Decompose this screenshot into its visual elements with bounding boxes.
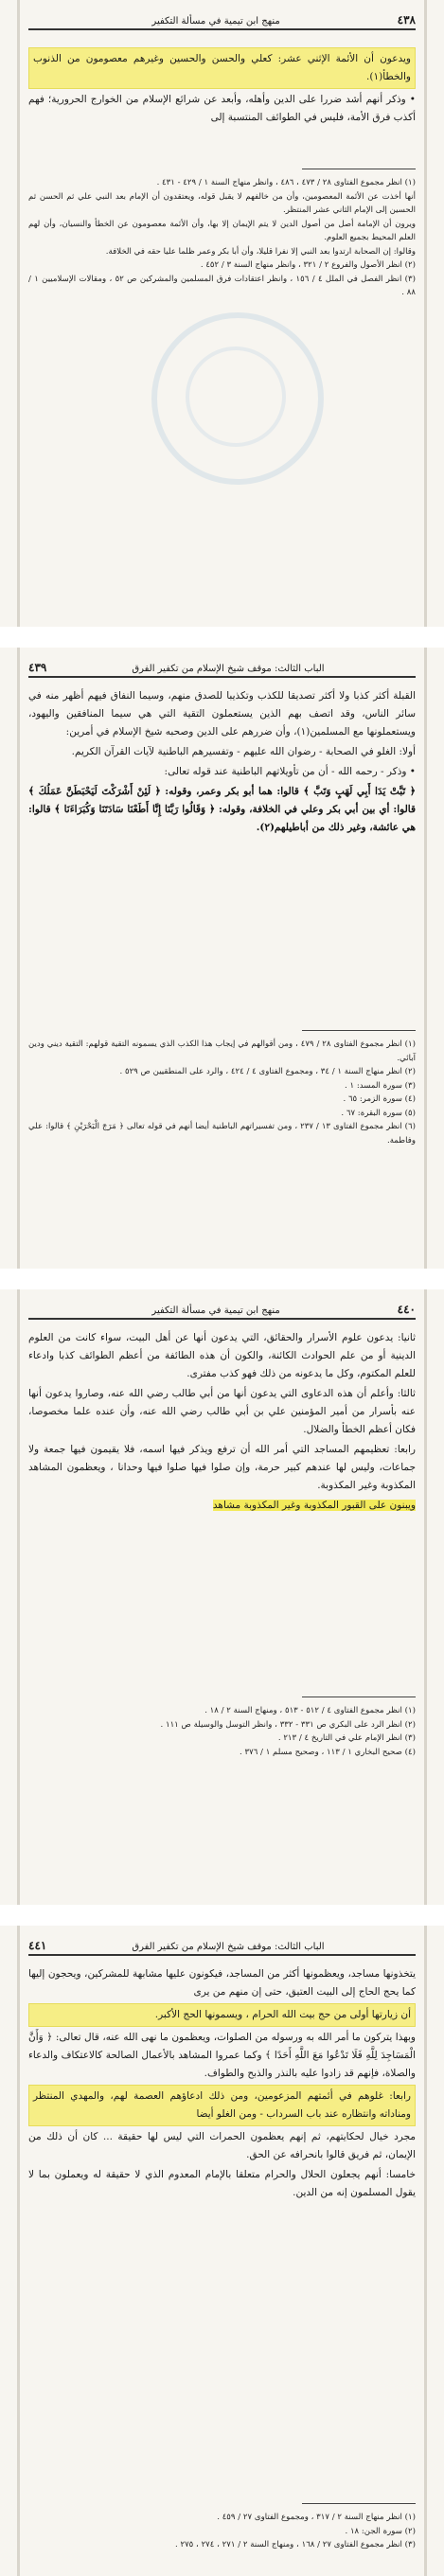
paragraph: القبلة أكثر كذبا ولا أكثر تصديقا للكذب وتكذيبا للصدق منهم، وسيما النفاق فيهم أظهر منه في سائر الناس، وقد اتصف بهم الذين يستعملون التقية التي هي سيما المنافقين واليهود، ويستعملونها مع المسلمين(١)، وأن ضررهم على الدين وصحبه شيخ الإسلام في أمرين:: [28, 690, 416, 737]
paragraph: يتخذونها مساجد، ويعظمونها أكثر من المساجد، فيكونون عليها مشابهة للمشركين، ويحجون إليها كما يحج الحاج إلى البيت العتيق، حتى إن منهم من يرى: [28, 1968, 416, 1998]
page-header: [28, 9, 416, 30]
running-title: الباب الثالث: موقف شيخ الإسلام من تكفير الفرق: [132, 664, 325, 674]
page-number: ٤٣٩: [28, 661, 47, 674]
main-text: [28, 47, 416, 129]
footnote: (٥) سورة البقرة: ٦٧ .: [341, 1108, 416, 1118]
footnotes: [28, 1704, 416, 1759]
running-title: منهج ابن تيمية في مسألة التكفير: [151, 16, 280, 27]
page-header: [28, 1299, 416, 1320]
page-header: [28, 657, 416, 678]
footnote: (٢) انظر الرد على البكري ص ٣٣١ - ٣٣٢ ، وانظر التوسل والوسيلة ص ١١١ .: [160, 1719, 416, 1730]
footnotes: [28, 2511, 416, 2552]
page-438: [0, 0, 444, 627]
footnotes: [28, 1038, 416, 1147]
footnote: (١) انظر مجموع الفتاوى ٤ / ٥١٢ - ٥١٣ ، ومنهاج السنة ٢ / ١٨ .: [204, 1706, 416, 1715]
paragraph: • وذكر - رحمه الله - أن من تأويلاتهم الباطنية عند قوله تعالى:: [164, 766, 416, 777]
highlighted-passage: ويدعون أن الأئمة الإثني عشر: كعلي والحسن والحسين وغيرهم معصومون من الذنوب والخطأ(١).: [28, 47, 416, 89]
paragraph: ثالثا: وأعلم أن هذه الدعاوى التي يدعون أنها من أبي طالب رضي الله عنه، وصاروا يدعون أنها عنه بأسرار من أمير المؤمنين علي بن أبي طالب رضي الله عنه، وأن عنده علما مخصوصا، فكان أعظم الخطأ والضلال.: [28, 1388, 416, 1435]
page-441: [0, 1926, 444, 2576]
footnote: (٢) انظر الأصول والفروع ٢ / ٣٢١ ، وانظر منهاج السنة ٣ / ٤٥٢ .: [200, 260, 416, 270]
page-header: [28, 1935, 416, 1956]
paragraph: ثانيا: يدعون علوم الأسرار والحقائق، التي يدعون أنها عن أهل البيت، سواء كانت من العلوم الدينية أو من علم الحوادث الكائنة، والكون أن هذه الطائفة من أعظم الطوائف كذبا وادعاء للعلم المكتوم، وكل ما يدعونه من ذلك فهو كذب مفترى.: [28, 1332, 416, 1379]
footnotes: [28, 176, 416, 300]
footnote: (٣) انظر مجموع الفتاوى ٢٧ / ١٦٨ ، ومنهاج السنة ٢ / ٢٧١ ، ٢٧٤ ، ٢٧٥ .: [174, 2540, 416, 2549]
main-text: [28, 687, 416, 839]
footnote: (١) انظر منهاج السنة ٢ / ٣١٧ ، ومجموع الفتاوى ٢٧ / ٤٥٩ .: [217, 2513, 416, 2522]
quran-verses: ﴿ تَبَّتْ يَدَا أَبِي لَهَبٍ وَتَبَّ ﴾ قالوا: هما أبو بكر وعمر، وقوله: ﴿ لَئِنْ أَشْرَكْتَ لَيَحْبَطَنَّ عَمَلُكَ ﴾ قالوا: أي بين أبي بكر وعلي في الخلافة، وقوله: ﴿ وَقَالُوا رَبَّنَا إِنَّا أَطَعْنَا سَادَتَنَا وَكُبَرَاءَنَا ﴾ قالوا: هي عائشة، وغير ذلك من أباطيلهم(٢).: [28, 786, 416, 833]
footnote: (٤) سورة الزمر: ٦٥ .: [343, 1094, 416, 1104]
paragraph: أولا: الغلو في الصحابة - رضوان الله عليهم - وتفسيرهم الباطنية لآيات القرآن الكريم.: [71, 746, 416, 757]
footnote: ويرون أن الإمامة أصل من أصول الدين لا يتم الإيمان إلا بها، وأن الأئمة معصومون عن الخطأ والنسيان، وأن لهم العلم المحيط بجميع العلوم.: [28, 219, 416, 242]
footnote-rule: [302, 2503, 416, 2504]
footnote: (٦) انظر مجموع الفتاوى ١٣ / ٢٣٧ ، ومن تفسيراتهم الباطنية أيضا أنهم في قوله تعالى ﴿ مَرَجَ الْبَحْرَيْنِ ﴾ قالوا: علي وفاطمة.: [28, 1122, 416, 1146]
running-title: الباب الثالث: موقف شيخ الإسلام من تكفير الفرق: [132, 1942, 325, 1952]
footnote: (٣) انظر الإمام علي في التاريخ ٤ / ٢١٣ .: [277, 1733, 416, 1743]
footnote: (٢) سورة الجن: ١٨ .: [345, 2526, 416, 2536]
page-number: ٤٤٠: [397, 1303, 416, 1316]
page-number: ٤٤١: [28, 1939, 47, 1952]
paragraph: وبهذا يتركون ما أمر الله به ورسوله من الصلوات، ويعظمون ما نهى الله عنه، قال تعالى: ﴿ وَأَنَّ الْمَسَاجِدَ لِلَّهِ فَلَا تَدْعُوا مَعَ اللَّهِ أَحَدًا ﴾ وكما عمروا المشاهد بالأعمال الصالحة كالاعتكاف والدعاء والصلاة، فإنهم قد زادوا عليه بالنذر والذبح والطواف.: [28, 2032, 416, 2079]
main-text: [28, 1965, 416, 2204]
footnote: (١) انظر مجموع الفتاوى ٢٨ / ٤٧٣ ، ٤٨٦ ، وانظر منهاج السنة ١ / ٤٢٩ - ٤٣١ .: [156, 178, 416, 187]
highlighted-passage: ويبنون على القبور المكذوبة وغير المكذوبة مشاهد: [212, 1500, 416, 1511]
page-439: [0, 648, 444, 1269]
footnote-rule: [302, 1030, 416, 1031]
footnote: (٣) سورة المسد: ١ .: [345, 1080, 416, 1091]
paragraph: مجرد خيال لحكايتهم، ثم إنهم يعظمون الحمرات التي ليس لها حقيقة ... كان أن ذلك من الإيمان، ثم فريق قالوا بانحرافه عن الحق.: [28, 2131, 416, 2160]
running-title: منهج ابن تيمية في مسألة التكفير: [151, 1306, 280, 1316]
footnote: أنها أخذت عن الأئمة المعصومين، وأن من خالفهم لا يقبل قوله، ويعتقدون أن الإمام بعد النبي علي ثم الحسن ثم الحسين إلى الإمام الثاني عشر المنتظر.: [28, 191, 416, 215]
page-440: [0, 1289, 444, 1905]
paragraph: • وذكر أنهم أشد ضررا على الدين وأهله، وأبعد عن شرائع الإسلام من الخوارج الحرورية؛ فهم أكذب فرق الأمة، فليس في الطوائف المنتسبة إلى: [28, 94, 416, 123]
highlighted-passage: رابعا: غلوهم في أئمتهم المزعومين، ومن ذلك ادعاؤهم العصمة لهم، والمهدي المنتظر ومناداته وانتظاره عند باب السرداب - ومن الغلو أيضا: [28, 2085, 416, 2126]
footnote: (٤) صحيح البخاري ١ / ١١٣ ، وصحيح مسلم ١ / ٣٧٦ .: [240, 1747, 416, 1757]
footnote: وقالوا: إن الصحابة ارتدوا بعد النبي إلا نفرا قليلا، وأن أبا بكر وعمر ظلما عليا حقه في الخلافة.: [105, 246, 416, 257]
footnote: (٢) انظر منهاج السنة ١ / ٣٤ ، ومجموع الفتاوى ٤ / ٤٢٤ ، والرد على المنطقيين ص ٥٢٩ .: [119, 1067, 416, 1076]
paragraph: خامسا: أنهم يجعلون الحلال والحرام متعلقا بالإمام المعدوم الذي لا حقيقة له ويعملون بما لا يقول المسلمون إنه من الدين.: [28, 2169, 416, 2198]
page-number: ٤٣٨: [397, 13, 416, 27]
footnote: (٣) انظر الفصل في الملل ٤ / ١٥٦ ، وانظر اعتقادات فرق المسلمين والمشركين ص ٥٢ ، ومقالات الإسلاميين ١ / ٨٨ .: [28, 274, 416, 297]
main-text: [28, 1329, 416, 1517]
footnote: (١) انظر مجموع الفتاوى ٢٨ / ٤٧٩ ، ومن أقوالهم في إيجاب هذا الكذب الذي يسمونه التقية قولهم: التقية ديني ودين آبائي.: [28, 1039, 416, 1063]
highlighted-passage: أن زيارتها أولى من حج بيت الله الحرام ، ويسمونها الحج الأكبر.: [28, 2003, 416, 2027]
paragraph: رابعا: تعظيمهم المساجد التي أمر الله أن ترفع ويذكر فيها اسمه، فلا يقيمون فيها جمعة ولا جماعات، وليس لها عندهم كبير حرمة، وإن صلوا فيها صلوا فيها وحدانا ، ويعظمون المشاهد المكذوبة وغير المكذوبة.: [28, 1444, 416, 1491]
